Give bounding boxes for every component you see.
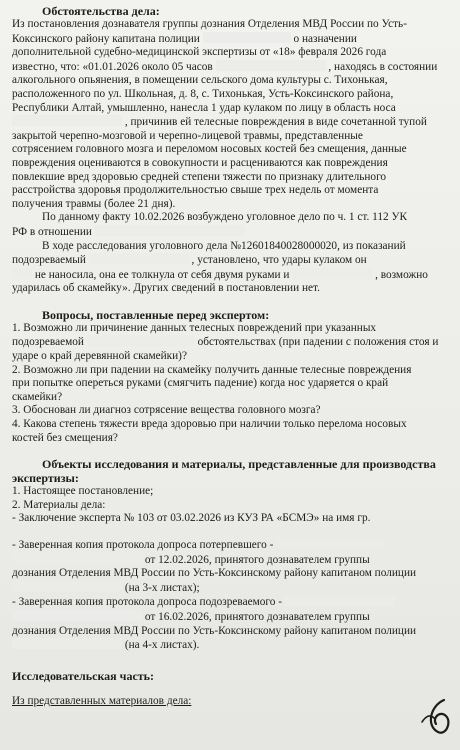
redacted-name bbox=[203, 32, 291, 43]
redacted-name bbox=[12, 638, 122, 649]
redacted-name bbox=[12, 610, 142, 621]
circumstances-paragraph-2: По данному факту 10.02.2026 возбуждено уголовное дело по ч. 1 ст. 112 УК РФ в отношении bbox=[12, 211, 408, 238]
redacted-name bbox=[292, 268, 372, 279]
redacted-name bbox=[87, 335, 195, 346]
circumstances-paragraph-1: Из постановления дознавателя группы дознания Отделения МВД России по Усть- Коксинского району капитана полиции о назначении дополнительной судебно-медицинской экспертизы от «18» февраля 2026 года известно, что: «01.01.2026 около 05 часов , находясь в состоянии алкогольного опьянения, в помещении сельского дома культуры с. Тихонькая, расположенного по ул. Школьная, д. 8, с. Тихонькая, Усть-Коксинского района, Республики Алтай, умышленно, нанесла 1 удар кулаком по лицу в область носа , причинив ей телесные повреждения в виде сочетанной тупой закрытой черепно-мозговой и черепно-лицевой травмы, представленные сотрясением головного мозга и переломом носовых костей без смещения, данные повреждения оцениваются в совокупности и расцениваются как повреждения повлекшие вред здоровью средней степени тяжести по признаку длительного расстройства здоровья продолжительностью свыше трех недель от момента получения травмы (более 21 дня). bbox=[12, 18, 438, 210]
circumstances-paragraph-3: В ходе расследования уголовного дела №12601840028000020, из показаний подозреваемый , установлено, что удары кулаком он не наносила, она ее толкнула от себя двумя руками и , возможно ударилась об скамейку». Других сведений в постановлении нет. bbox=[12, 239, 428, 295]
redacted-name bbox=[12, 581, 122, 592]
redacted-name bbox=[12, 268, 32, 279]
objects-list: 1. Настоящее постановление; 2. Материалы дела: - Заключение эксперта № 103 от 03.02.2026 из КУЗ РА «БСМЭ» на имя гр. bbox=[12, 485, 371, 525]
redacted-name bbox=[276, 538, 386, 549]
objects-list-continued: - Заверенная копия протокола допроса потерпевшего - от 12.02.2026, принятого дознавателем группы дознания Отделения МВД России по Усть-Коксинскому району капитаном полиции (на 3-х листах); - Заверенная копия протокола допроса подозреваемого - от 16.02.2026, принятого дознавателем группы дознания Отделения МВД России по Усть-Коксинскому району капитаном полиции (на 4-х листах). bbox=[12, 539, 417, 652]
objects-heading: Объекты исследования и материалы, представленные для производства экспертизы: bbox=[12, 457, 436, 486]
research-subheading: Из представленных материалов дела: bbox=[12, 694, 192, 707]
questions-list: 1. Возможно ли причинение данных телесных повреждений при указанных подозреваемой обстоятельствах (при падении с положения стоя и ударе о край деревянной скамейки)? 2. Возможно ли при падении на скамейку получить данные телесные повреждения при попытке опереться руками (смягчить падение) когда нос ударяется о край скамейки? 3. Обоснован ли диагноз сотрясение вещества головного мозга? 4. Какова степень тяжести вреда здоровью при наличии только перелома носовых костей без смещения? bbox=[12, 321, 439, 444]
redacted-name bbox=[216, 60, 326, 71]
research-heading: Исследовательская часть: bbox=[12, 668, 155, 683]
redacted-name bbox=[89, 253, 189, 264]
redacted-name bbox=[95, 225, 245, 236]
redacted-name bbox=[12, 115, 122, 126]
handwritten-mark-icon bbox=[416, 696, 456, 736]
circumstances-heading: Обстоятельства дела: bbox=[42, 4, 160, 18]
redacted-name bbox=[285, 595, 395, 606]
redacted-name bbox=[12, 553, 142, 564]
questions-heading: Вопросы, поставленные перед экспертом: bbox=[42, 307, 270, 322]
